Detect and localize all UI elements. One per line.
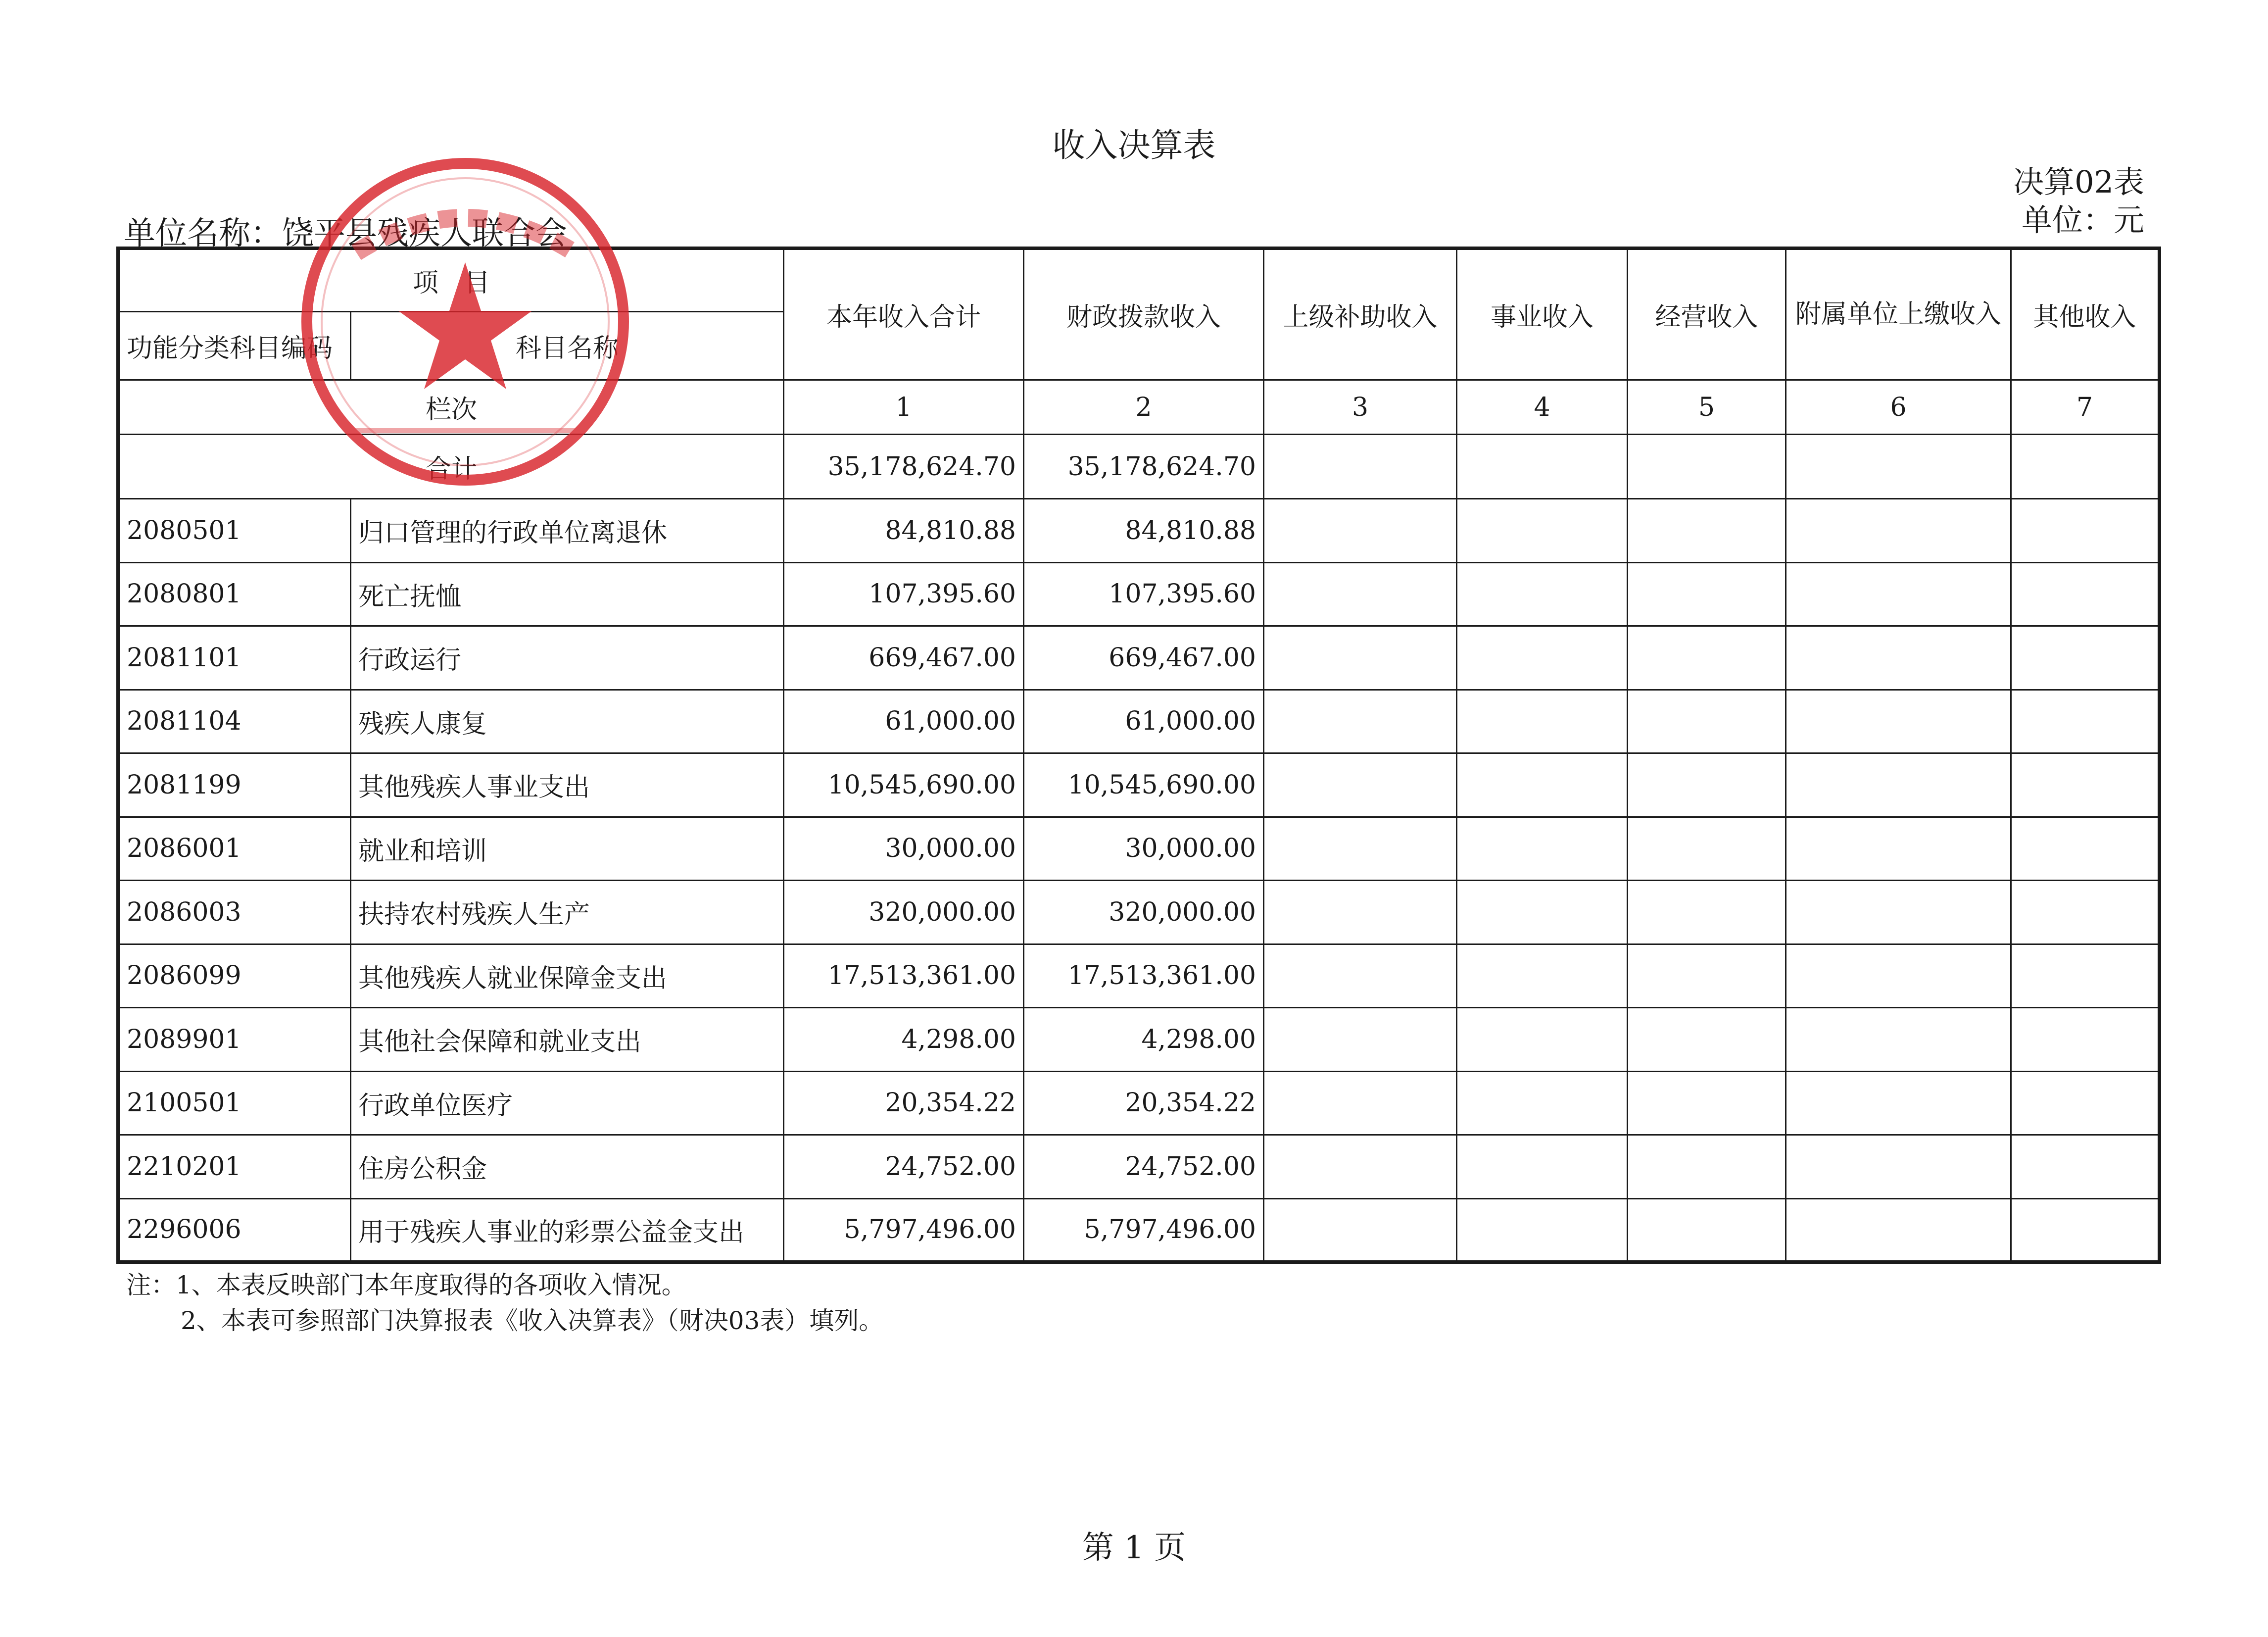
empty-cell bbox=[1457, 499, 1628, 563]
fiscal-income: 24,752.00 bbox=[1024, 1135, 1264, 1199]
subject-name: 行政运行 bbox=[351, 626, 784, 690]
fiscal-income: 107,395.60 bbox=[1024, 562, 1264, 626]
empty-cell bbox=[1628, 1071, 1786, 1135]
empty-cell bbox=[2011, 1198, 2160, 1262]
total-income: 30,000.00 bbox=[784, 817, 1024, 881]
page-number: 第 1 页 bbox=[1082, 1530, 1186, 1566]
total-label: 合计 bbox=[118, 435, 784, 499]
empty-cell bbox=[2011, 499, 2160, 563]
column-number: 6 bbox=[1786, 380, 2011, 435]
table-row bbox=[118, 817, 2160, 881]
total-value bbox=[2011, 435, 2160, 499]
column-number: 3 bbox=[1264, 380, 1457, 435]
empty-cell bbox=[1786, 562, 2011, 626]
fiscal-income: 10,545,690.00 bbox=[1024, 753, 1264, 817]
fiscal-income: 320,000.00 bbox=[1024, 881, 1264, 944]
subject-code: 2086099 bbox=[118, 944, 351, 1008]
subject-code: 2086001 bbox=[118, 817, 351, 881]
empty-cell bbox=[2011, 1135, 2160, 1199]
table-row bbox=[118, 1135, 2160, 1199]
table-row bbox=[118, 1071, 2160, 1135]
total-income: 17,513,361.00 bbox=[784, 944, 1024, 1008]
subject-name: 死亡抚恤 bbox=[351, 562, 784, 626]
empty-cell bbox=[2011, 626, 2160, 690]
empty-cell bbox=[1786, 753, 2011, 817]
empty-cell bbox=[1457, 562, 1628, 626]
total-value bbox=[1786, 435, 2011, 499]
subject-name: 扶持农村残疾人生产 bbox=[351, 881, 784, 944]
empty-cell bbox=[1457, 1198, 1628, 1262]
form-code: 决算02表 bbox=[2013, 164, 2144, 200]
header-code: 功能分类科目编码 bbox=[118, 312, 351, 380]
column-index-label: 栏次 bbox=[118, 380, 784, 435]
total-income: 107,395.60 bbox=[784, 562, 1024, 626]
subject-name: 用于残疾人事业的彩票公益金支出 bbox=[351, 1198, 784, 1262]
table-row bbox=[118, 1198, 2160, 1262]
empty-cell bbox=[1628, 881, 1786, 944]
column-number: 2 bbox=[1024, 380, 1264, 435]
empty-cell bbox=[1264, 753, 1457, 817]
empty-cell bbox=[2011, 881, 2160, 944]
empty-cell bbox=[1786, 626, 2011, 690]
empty-cell bbox=[1786, 690, 2011, 753]
empty-cell bbox=[1786, 499, 2011, 563]
empty-cell bbox=[1264, 881, 1457, 944]
subject-code: 2089901 bbox=[118, 1008, 351, 1072]
header-col-7: 其他收入 bbox=[2011, 248, 2160, 380]
subject-name: 其他残疾人事业支出 bbox=[351, 753, 784, 817]
total-value bbox=[1457, 435, 1628, 499]
header-col-2: 财政拨款收入 bbox=[1024, 248, 1264, 380]
empty-cell bbox=[1628, 626, 1786, 690]
fiscal-income: 17,513,361.00 bbox=[1024, 944, 1264, 1008]
header-col-1: 本年收入合计 bbox=[784, 248, 1024, 380]
subject-name: 行政单位医疗 bbox=[351, 1071, 784, 1135]
header-col-5: 经营收入 bbox=[1628, 248, 1786, 380]
subject-code: 2296006 bbox=[118, 1198, 351, 1262]
header-item: 项 目 bbox=[118, 248, 784, 312]
fiscal-income: 669,467.00 bbox=[1024, 626, 1264, 690]
empty-cell bbox=[2011, 753, 2160, 817]
total-value bbox=[1628, 435, 1786, 499]
subject-code: 2100501 bbox=[118, 1071, 351, 1135]
subject-name: 残疾人康复 bbox=[351, 690, 784, 753]
note-line-1: 注：1、本表反映部门本年度取得的各项收入情况。 bbox=[126, 1271, 686, 1299]
table-row bbox=[118, 753, 2160, 817]
subject-code: 2086003 bbox=[118, 881, 351, 944]
empty-cell bbox=[2011, 817, 2160, 881]
header-col-6: 附属单位上缴收入 bbox=[1786, 248, 2011, 380]
total-income: 4,298.00 bbox=[784, 1008, 1024, 1072]
empty-cell bbox=[2011, 1008, 2160, 1072]
empty-cell bbox=[1457, 753, 1628, 817]
table-row bbox=[118, 499, 2160, 563]
empty-cell bbox=[1457, 690, 1628, 753]
header-name: 科目名称 bbox=[351, 312, 784, 380]
total-income: 24,752.00 bbox=[784, 1135, 1024, 1199]
empty-cell bbox=[1264, 1008, 1457, 1072]
table-row bbox=[118, 881, 2160, 944]
empty-cell bbox=[1264, 944, 1457, 1008]
total-income: 10,545,690.00 bbox=[784, 753, 1024, 817]
empty-cell bbox=[1264, 562, 1457, 626]
empty-cell bbox=[1628, 499, 1786, 563]
subject-code: 2080801 bbox=[118, 562, 351, 626]
empty-cell bbox=[2011, 944, 2160, 1008]
note-line-2: 2、本表可参照部门决算报表《收入决算表》（财决03表）填列。 bbox=[181, 1306, 884, 1335]
empty-cell bbox=[1457, 626, 1628, 690]
total-income: 5,797,496.00 bbox=[784, 1198, 1024, 1262]
empty-cell bbox=[1628, 1135, 1786, 1199]
empty-cell bbox=[1628, 1198, 1786, 1262]
empty-cell bbox=[1628, 753, 1786, 817]
empty-cell bbox=[1786, 1071, 2011, 1135]
empty-cell bbox=[1264, 1198, 1457, 1262]
total-value: 35,178,624.70 bbox=[1024, 435, 1264, 499]
fiscal-income: 5,797,496.00 bbox=[1024, 1198, 1264, 1262]
empty-cell bbox=[1786, 881, 2011, 944]
empty-cell bbox=[1264, 1071, 1457, 1135]
header-col-4: 事业收入 bbox=[1457, 248, 1628, 380]
total-income: 669,467.00 bbox=[784, 626, 1024, 690]
subject-code: 2210201 bbox=[118, 1135, 351, 1199]
empty-cell bbox=[1457, 817, 1628, 881]
total-value: 35,178,624.70 bbox=[784, 435, 1024, 499]
document-title: 收入决算表 bbox=[1052, 126, 1216, 164]
empty-cell bbox=[1264, 626, 1457, 690]
subject-name: 归口管理的行政单位离退休 bbox=[351, 499, 784, 563]
empty-cell bbox=[1786, 1198, 2011, 1262]
empty-cell bbox=[2011, 1071, 2160, 1135]
column-number: 1 bbox=[784, 380, 1024, 435]
subject-code: 2081104 bbox=[118, 690, 351, 753]
subject-code: 2081199 bbox=[118, 753, 351, 817]
empty-cell bbox=[1457, 1135, 1628, 1199]
empty-cell bbox=[1264, 1135, 1457, 1199]
empty-cell bbox=[1457, 944, 1628, 1008]
subject-name: 其他社会保障和就业支出 bbox=[351, 1008, 784, 1072]
total-income: 61,000.00 bbox=[784, 690, 1024, 753]
empty-cell bbox=[1264, 499, 1457, 563]
empty-cell bbox=[1457, 1071, 1628, 1135]
empty-cell bbox=[1786, 944, 2011, 1008]
organization-name: 单位名称：饶平县残疾人联合会 bbox=[124, 215, 567, 252]
table-notes bbox=[126, 1267, 883, 1339]
table-body bbox=[118, 499, 2160, 1262]
total-income: 320,000.00 bbox=[784, 881, 1024, 944]
empty-cell bbox=[1457, 1008, 1628, 1072]
subject-code: 2081101 bbox=[118, 626, 351, 690]
fiscal-income: 4,298.00 bbox=[1024, 1008, 1264, 1072]
subject-name: 就业和培训 bbox=[351, 817, 784, 881]
empty-cell bbox=[1264, 690, 1457, 753]
table-row bbox=[118, 562, 2160, 626]
subject-code: 2080501 bbox=[118, 499, 351, 563]
empty-cell bbox=[1628, 562, 1786, 626]
column-number: 4 bbox=[1457, 380, 1628, 435]
fiscal-income: 84,810.88 bbox=[1024, 499, 1264, 563]
empty-cell bbox=[1628, 1008, 1786, 1072]
subject-name: 住房公积金 bbox=[351, 1135, 784, 1199]
empty-cell bbox=[1628, 817, 1786, 881]
table-row bbox=[118, 690, 2160, 753]
column-number: 5 bbox=[1628, 380, 1786, 435]
total-value bbox=[1264, 435, 1457, 499]
column-number: 7 bbox=[2011, 380, 2160, 435]
header-col-3: 上级补助收入 bbox=[1264, 248, 1457, 380]
empty-cell bbox=[1786, 1135, 2011, 1199]
subject-name: 其他残疾人就业保障金支出 bbox=[351, 944, 784, 1008]
empty-cell bbox=[1628, 944, 1786, 1008]
empty-cell bbox=[1457, 881, 1628, 944]
empty-cell bbox=[2011, 690, 2160, 753]
empty-cell bbox=[1786, 817, 2011, 881]
fiscal-income: 30,000.00 bbox=[1024, 817, 1264, 881]
empty-cell bbox=[1786, 1008, 2011, 1072]
empty-cell bbox=[1628, 690, 1786, 753]
empty-cell bbox=[1264, 817, 1457, 881]
table-row bbox=[118, 944, 2160, 1008]
table-row bbox=[118, 1008, 2160, 1072]
empty-cell bbox=[2011, 562, 2160, 626]
table-row bbox=[118, 626, 2160, 690]
red-seal-star-icon bbox=[297, 153, 633, 490]
total-income: 84,810.88 bbox=[784, 499, 1024, 563]
unit-label: 单位：元 bbox=[2021, 202, 2144, 238]
total-income: 20,354.22 bbox=[784, 1071, 1024, 1135]
fiscal-income: 61,000.00 bbox=[1024, 690, 1264, 753]
fiscal-income: 20,354.22 bbox=[1024, 1071, 1264, 1135]
